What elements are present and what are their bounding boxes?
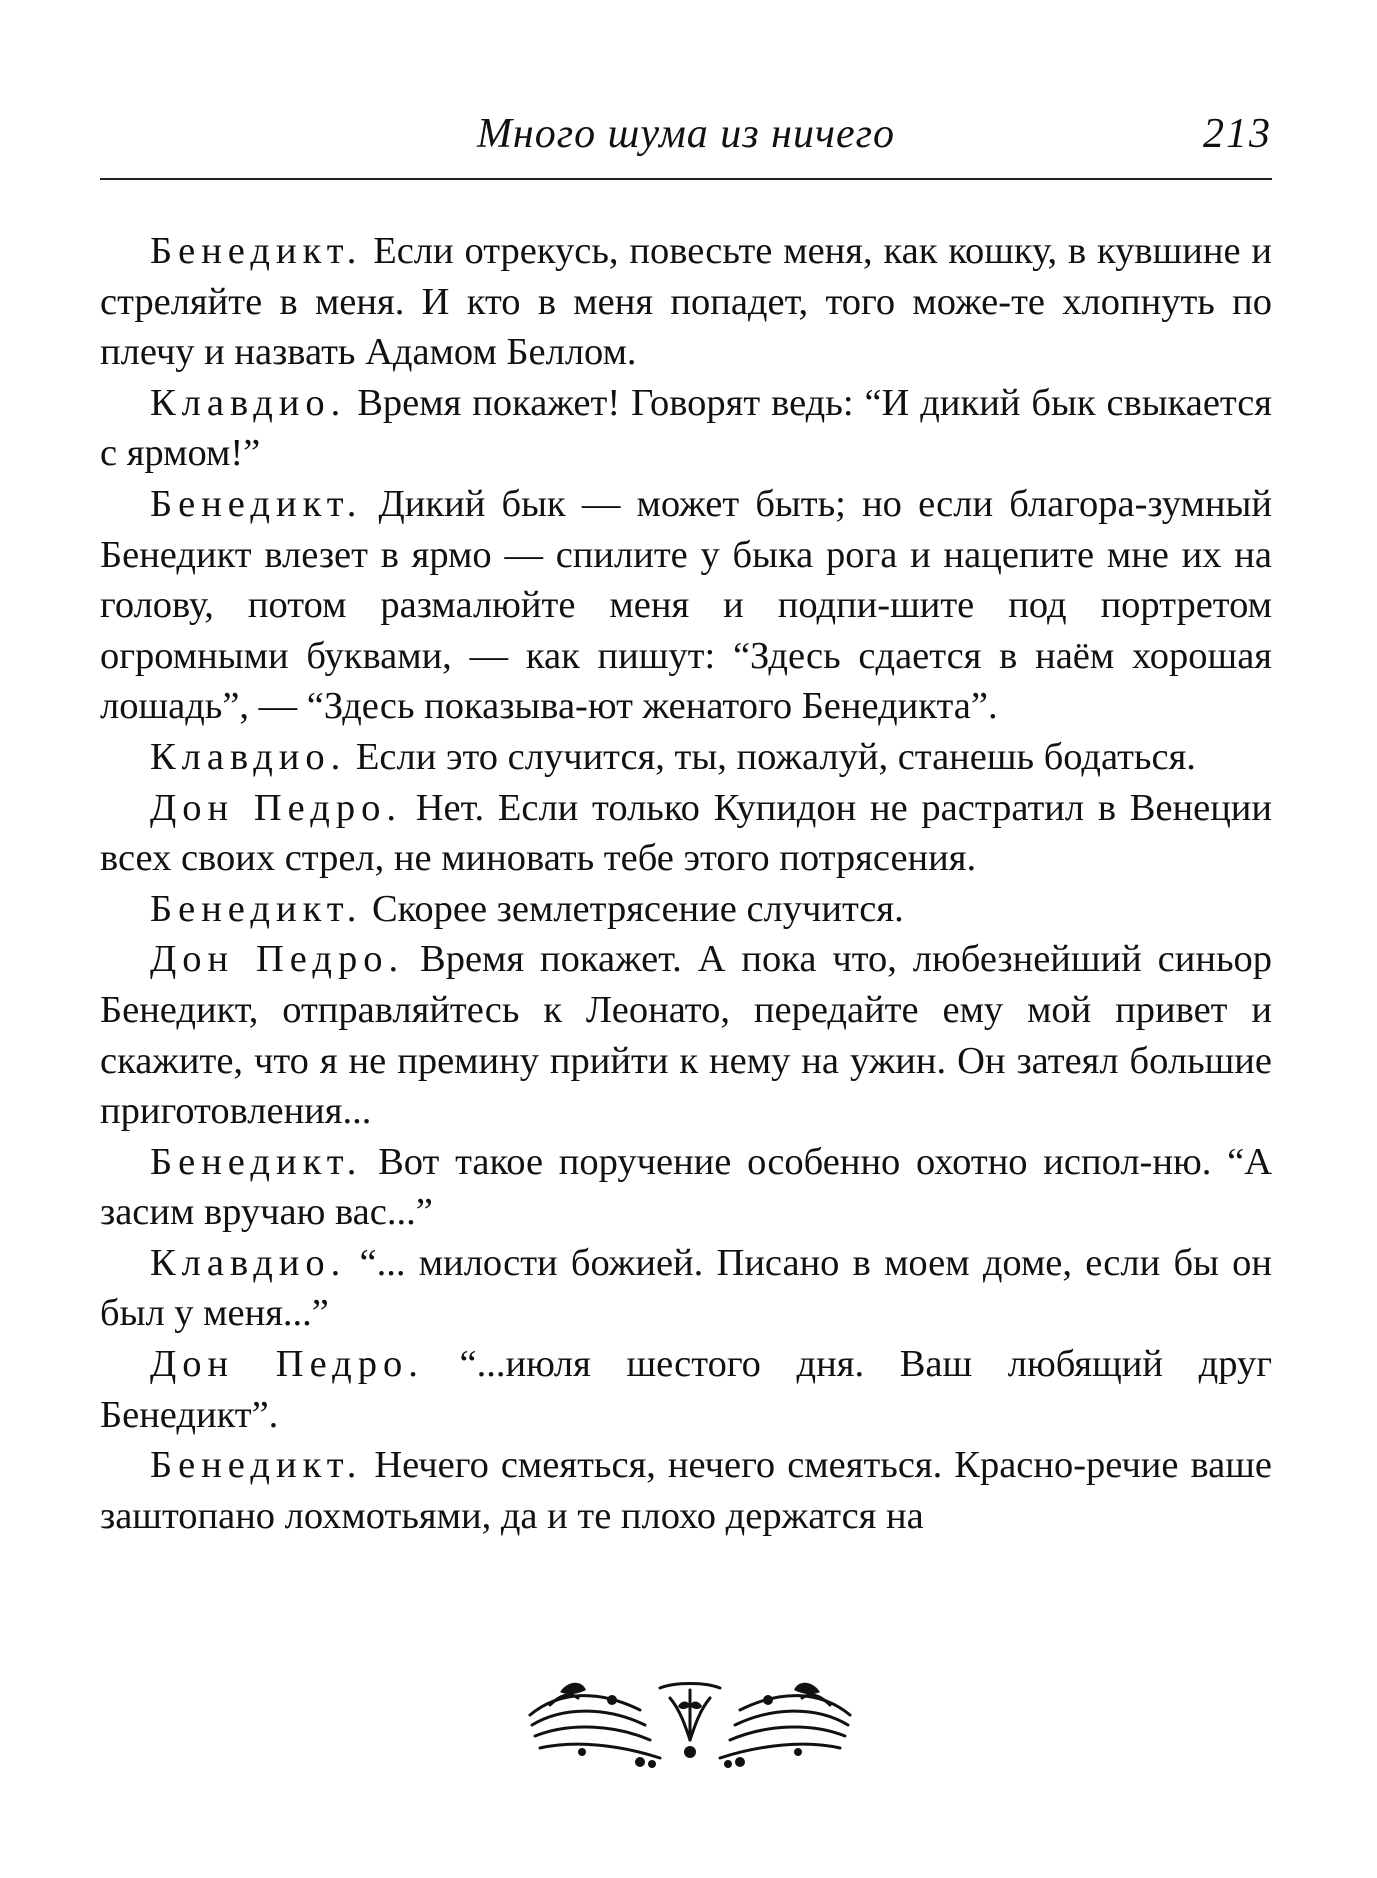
speaker-name: Бенедикт. bbox=[150, 1444, 363, 1487]
speech-text: “...июля шестого дня. Ваш любящий друг Бенедикт”. bbox=[100, 1343, 1272, 1436]
speaker-name: Клавдио. bbox=[150, 381, 347, 424]
speech-text: Если это случится, ты, пожалуй, станешь бодаться. bbox=[355, 735, 1196, 778]
speaker-name: Дон Педро. bbox=[150, 1343, 424, 1386]
speech-text: “... милости божией. Писано в моем доме, если бы он был у меня...” bbox=[100, 1241, 1272, 1335]
speaker-name: Бенедикт. bbox=[150, 1140, 363, 1183]
speaker-name: Клавдио. bbox=[150, 1241, 347, 1284]
speech-paragraph bbox=[100, 1339, 1272, 1440]
speech-paragraph bbox=[100, 1440, 1272, 1541]
speech-paragraph bbox=[100, 783, 1272, 884]
speaker-name: Клавдио. bbox=[150, 735, 347, 778]
speaker-name: Дон Педро. bbox=[150, 938, 405, 981]
speech-paragraph bbox=[100, 479, 1272, 732]
running-title: Много шума из ничего bbox=[476, 111, 896, 157]
speech-text: Нет. Если только Купидон не растратил в Венеции всех своих стрел, не миновать тебе этого потрясения. bbox=[100, 786, 1273, 880]
speaker-name: Бенедикт. bbox=[150, 482, 363, 525]
speech-paragraph bbox=[100, 226, 1272, 378]
speech-paragraph bbox=[100, 1137, 1272, 1238]
speaker-name: Дон Педро. bbox=[150, 786, 402, 829]
speech-paragraph bbox=[100, 934, 1272, 1136]
header-rule bbox=[100, 178, 1272, 180]
speech-text: Время покажет! Говорят ведь: “И дикий бык свыкается с ярмом!” bbox=[100, 381, 1273, 475]
speech-paragraph bbox=[100, 884, 1272, 935]
floral-vignette-icon bbox=[520, 1670, 860, 1770]
speech-text: Дикий бык — может быть; но если благора-зумный Бенедикт влезет в ярмо — спилите у быка рога и нацепите мне их на голову, потом размалюйте меня и подпи-шите под портретом огромными буквами, — как пишут: “Здесь сдается в наём хорошая лошадь”, — “Здесь показыва-ют женатого Бенедикта”. bbox=[100, 482, 1272, 728]
running-head bbox=[100, 104, 1272, 164]
speech-paragraph bbox=[100, 378, 1272, 479]
speaker-name: Бенедикт. bbox=[150, 230, 363, 272]
play-text bbox=[100, 226, 1272, 1541]
speech-text: Скорее землетрясение случится. bbox=[371, 887, 904, 930]
page-number: 213 bbox=[1203, 111, 1272, 157]
speech-paragraph bbox=[100, 732, 1272, 783]
speaker-name: Бенедикт. bbox=[150, 887, 363, 930]
speech-text: Вот такое поручение особенно охотно испол-ню. “А засим вручаю вас...” bbox=[100, 1140, 1273, 1234]
speech-text: Нечего смеяться, нечего смеяться. Красно-речие ваше заштопано лохмотьями, да и те плохо держатся на bbox=[100, 1444, 1273, 1537]
speech-text: Если отрекусь, повесьте меня, как кошку, в кувшине и стреляйте в меня. И кто в меня попадет, того може-те хлопнуть по плечу и назвать Адамом Беллом. bbox=[100, 230, 1272, 374]
speech-paragraph bbox=[100, 1238, 1272, 1339]
speech-text: Время покажет. А пока что, любезнейший синьор Бенедикт, отправляйтесь к Леонато, передайте ему мой привет и скажите, что я не премину прийти к нему на ужин. Он затеял большие приготовления... bbox=[100, 938, 1273, 1133]
